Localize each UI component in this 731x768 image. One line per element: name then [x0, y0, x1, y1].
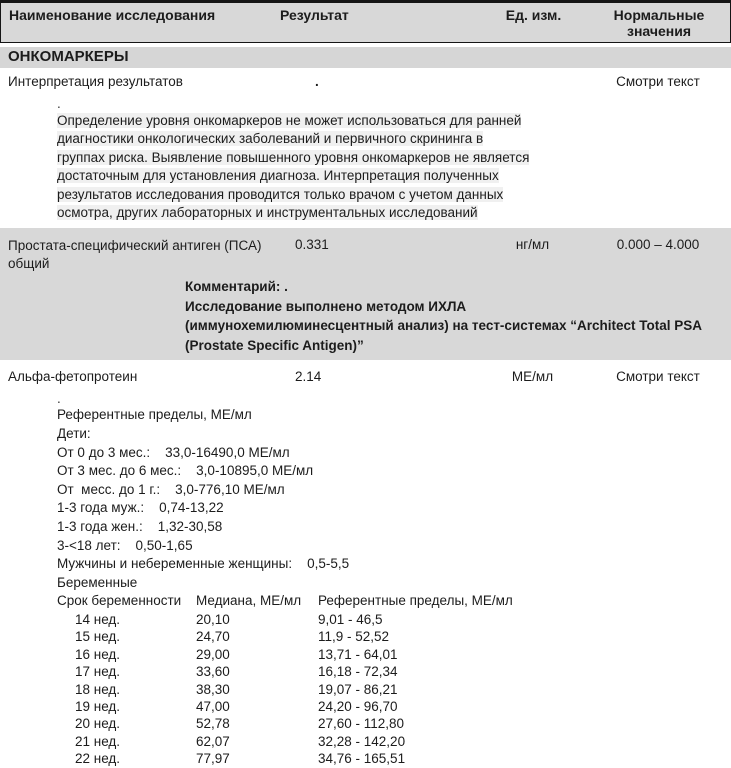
pregnancy-range: 24,20 - 96,70: [318, 699, 398, 714]
psa-comment-line: Комментарий: .: [185, 279, 288, 295]
interpretation-dot: .: [57, 96, 61, 111]
ref-line: 1-3 года муж.: 0,74-13,22: [57, 500, 224, 516]
pregnancy-range: 27,60 - 112,80: [318, 716, 405, 732]
pregnancy-median: 47,00: [196, 699, 230, 714]
pregnancy-week: 19 нед.: [75, 699, 121, 714]
section-title-oncomarkers: ОНКОМАРКЕРЫ: [0, 47, 731, 68]
afp-row-normal: Смотри текст: [616, 369, 700, 385]
interpretation-row-normal: Смотри текст: [616, 74, 700, 89]
pregnancy-median: 24,70: [196, 629, 230, 645]
afp-row: [0, 369, 731, 384]
afp-reference-block: [57, 406, 731, 767]
pregnancy-table: [57, 592, 731, 767]
psa-comment-line: Исследование выполнено методом ИХЛА: [185, 298, 467, 314]
pregnancy-median: 52,78: [196, 716, 230, 732]
header-col-units: Ед. изм.: [505, 7, 562, 23]
pregnancy-week: 17 нед.: [75, 664, 121, 680]
pregnancy-week: 20 нед.: [75, 716, 121, 732]
pregnancy-median: 20,10: [196, 611, 230, 627]
psa-comment-line: (иммунохемилюминесцентный анализ) на тест-системах “Architect Total PSA (Prostate Specific Antigen)”: [185, 318, 702, 353]
psa-row-units: нг/мл: [515, 237, 550, 253]
ref-line: От 3 мес. до 6 мес.: 3,0-10895,0 МЕ/мл: [57, 463, 314, 479]
interpretation-paragraph-text: Определение уровня онкомаркеров не может использоваться для ранней диагностики онкологических заболеваний и первичного скрининга в группах риска. Выявление повышенного уровня онкомаркеров не является достаточным для установления диагноза. Интерпретация полученных результатов исследования проводится только врачом с учетом данных осмотра, других лабораторных и инструментальных исследований: [57, 113, 530, 221]
interpretation-row-result: .: [315, 74, 319, 89]
psa-comment: [185, 277, 722, 355]
ref-line: Дети:: [57, 426, 91, 442]
pregnancy-range: 32,28 - 142,20: [318, 733, 406, 749]
psa-row-result: 0.331: [295, 237, 329, 253]
table-header: [0, 0, 731, 43]
pregnancy-week: 18 нед.: [75, 681, 121, 697]
psa-block: [0, 228, 731, 360]
pregnancy-median: 38,30: [196, 681, 230, 697]
header-col-name: Наименование исследования: [9, 7, 216, 23]
interpretation-paragraph: [57, 112, 531, 222]
interpretation-row: [0, 74, 731, 89]
ref-line: 1-3 года жен.: 1,32-30,58: [57, 519, 223, 534]
afp-row-units: МЕ/мл: [511, 369, 554, 385]
afp-row-name: Альфа-фетопротеин: [8, 369, 138, 385]
pregnancy-range: 9,01 - 46,5: [318, 611, 383, 627]
pregnancy-week: 14 нед.: [75, 611, 121, 627]
pregnancy-week: 15 нед.: [75, 629, 121, 645]
pregnancy-week: 22 нед.: [75, 751, 121, 767]
afp-row-result: 2.14: [295, 369, 322, 385]
pregnancy-col-range: Референтные пределы, МЕ/мл: [318, 593, 513, 609]
ref-line: От месс. до 1 г.: 3,0-776,10 МЕ/мл: [57, 481, 285, 497]
pregnancy-week: 16 нед.: [75, 646, 121, 662]
psa-row-name: Простата-специфический антиген (ПСА) общий: [8, 238, 262, 272]
pregnancy-median: 77,97: [196, 751, 230, 767]
pregnancy-range: 19,07 - 86,21: [318, 681, 398, 697]
pregnancy-median: 33,60: [196, 664, 230, 680]
pregnancy-col-term: Срок беременности: [57, 593, 182, 609]
ref-line: От 0 до 3 мес.: 33,0-16490,0 МЕ/мл: [57, 444, 290, 460]
pregnancy-median: 62,07: [196, 733, 230, 749]
header-col-normal: Нормальные значения: [613, 7, 705, 39]
interpretation-row-name: Интерпретация результатов: [8, 74, 183, 89]
afp-reference-dot: .: [57, 391, 61, 407]
pregnancy-range: 13,71 - 64,01: [318, 646, 398, 662]
pregnancy-week: 21 нед.: [75, 733, 121, 749]
header-col-result: Результат: [280, 7, 349, 23]
psa-row-normal: 0.000 – 4.000: [616, 237, 700, 253]
pregnancy-range: 16,18 - 72,34: [318, 664, 398, 680]
ref-line: Мужчины и небеременные женщины: 0,5-5,5: [57, 556, 350, 572]
pregnancy-range: 11,9 - 52,52: [318, 629, 390, 645]
pregnancy-range: 34,76 - 165,51: [318, 751, 406, 767]
ref-line: Беременные: [57, 574, 138, 590]
pregnancy-median: 29,00: [196, 646, 230, 662]
psa-row: [0, 237, 731, 273]
pregnancy-col-median: Медиана, МЕ/мл: [196, 593, 302, 609]
ref-line: Референтные пределы, МЕ/мл: [57, 407, 252, 423]
ref-line: 3-<18 лет: 0,50-1,65: [57, 537, 193, 553]
